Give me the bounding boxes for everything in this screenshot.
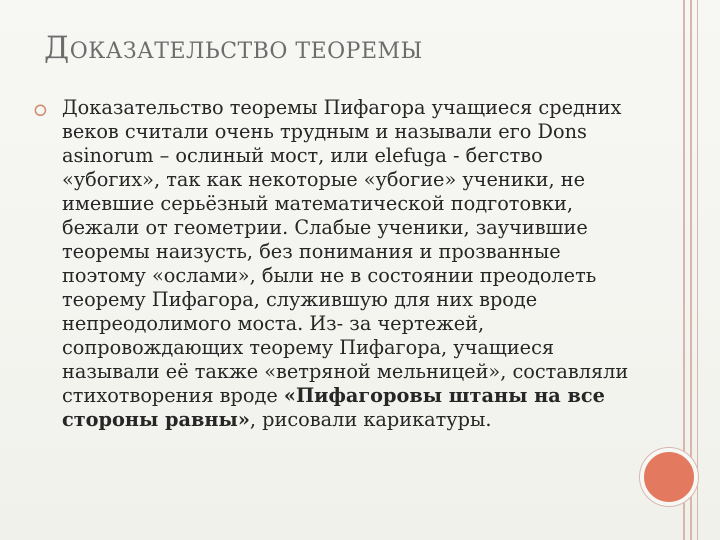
- decorative-rule: [697, 0, 698, 540]
- paragraph-text-end: , рисовали карикатуры.: [249, 408, 492, 431]
- paragraph-text-bold: «Пифагоровы штаны на все стороны равны»: [62, 384, 605, 431]
- paragraph-text-start: Доказательство теоремы Пифагора учащиеся средних веков считали очень трудным и называли его Dons asinorum – ослиный мост, или elefuga - бегство «убогих», так как некоторые «убогие» ученики, не имевшие серьёзный математической подготовки, бежали от геометрии. Слабые ученики, заучившие теоремы наизусть, без понимания и прозванные поэтому «ослами», были не в состоянии преодолеть теорему Пифагора, служившую для них вроде непреодолимого моста. Из- за чертежей, сопровождающих теорему Пифагора, учащиеся называли её также «ветряной мельницей», составляли стихотворения вроде: [62, 96, 629, 407]
- body-paragraph: [62, 96, 640, 432]
- title-first-letter: Д: [44, 30, 70, 66]
- ring-bullet-icon: ⭘: [34, 101, 47, 120]
- slide-title: [44, 30, 423, 66]
- title-rest: ОКАЗАТЕЛЬСТВО ТЕОРЕМЫ: [69, 39, 423, 64]
- decorative-circle: [640, 448, 698, 506]
